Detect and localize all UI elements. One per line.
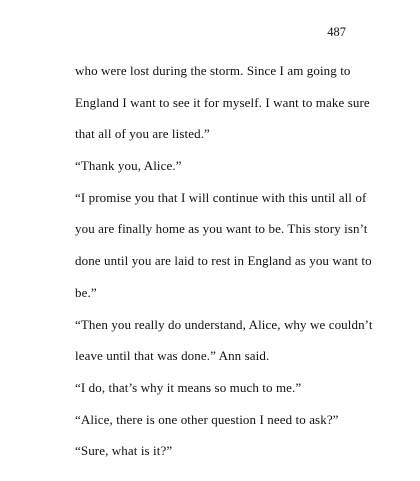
- text-line: that all of you are listed.”: [75, 126, 210, 142]
- text-line: done until you are laid to rest in England as you want to: [75, 253, 372, 269]
- text-line: you are finally home as you want to be. This story isn’t: [75, 221, 368, 237]
- text-line: “Alice, there is one other question I need to ask?”: [75, 411, 339, 427]
- text-line: “I promise you that I will continue with this until all of: [75, 189, 367, 205]
- text-line: be.”: [75, 284, 97, 300]
- text-line: England I want to see it for myself. I want to make sure: [75, 94, 370, 110]
- text-line: who were lost during the storm. Since I am going to: [75, 63, 351, 78]
- text-line: “Thank you, Alice.”: [75, 158, 182, 174]
- text-line: “Sure, what is it?”: [75, 443, 173, 459]
- text-line: “Then you really do understand, Alice, why we couldn’t: [75, 316, 373, 332]
- text-line: leave until that was done.” Ann said.: [75, 348, 270, 364]
- text-line: “I do, that’s why it means so much to me.”: [75, 379, 302, 395]
- page-number: 487: [327, 25, 346, 39]
- body-text: [75, 63, 373, 475]
